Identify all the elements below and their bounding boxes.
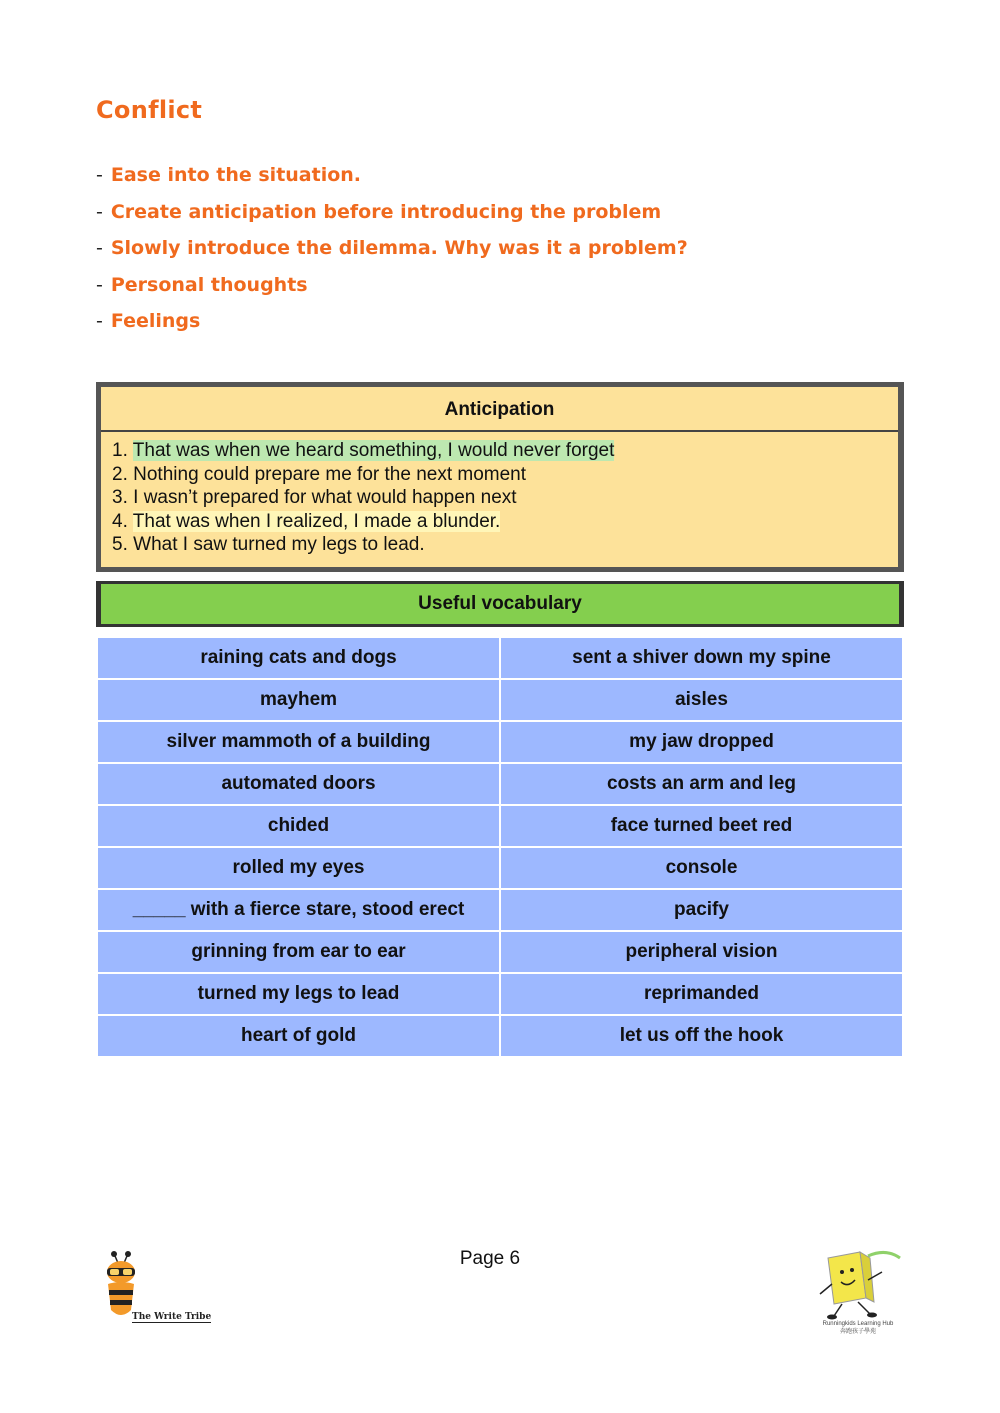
guideline-list (96, 164, 688, 347)
table-row (97, 763, 903, 805)
guideline-item: - Slowly introduce the dilemma. Why was it a problem? (96, 237, 688, 259)
anticipation-heading: Anticipation (101, 387, 898, 432)
running-book-icon (808, 1244, 908, 1322)
page-number: Page 6 (459, 1248, 521, 1269)
vocab-cell: my jaw dropped (500, 721, 903, 763)
vocab-cell: sent a shiver down my spine (500, 637, 903, 679)
anticipation-item: 4. That was when I realized, I made a blunder. (112, 510, 501, 532)
write-tribe-logo (98, 1248, 212, 1328)
vocab-cell: grinning from ear to ear (97, 931, 500, 973)
vocabulary-table (96, 636, 904, 1058)
table-row (97, 721, 903, 763)
right-logo-text: Runningkids Learning Hub (822, 1321, 894, 1327)
vocab-cell: chided (97, 805, 500, 847)
bee-icon (98, 1248, 144, 1322)
table-row (97, 931, 903, 973)
anticipation-item: 2. Nothing could prepare me for the next moment (112, 463, 527, 485)
section-title: Conflict (96, 96, 203, 124)
vocabulary-heading: Useful vocabulary (96, 581, 904, 627)
vocab-cell: silver mammoth of a building (97, 721, 500, 763)
learning-hub-logo (808, 1244, 908, 1344)
vocab-cell: aisles (500, 679, 903, 721)
table-row (97, 805, 903, 847)
anticipation-item: 3. I wasn’t prepared for what would happen next (112, 487, 517, 508)
vocab-cell: peripheral vision (500, 931, 903, 973)
table-row (97, 847, 903, 889)
vocab-cell: mayhem (97, 679, 500, 721)
vocab-cell: face turned beet red (500, 805, 903, 847)
vocab-cell: costs an arm and leg (500, 763, 903, 805)
guideline-item: - Personal thoughts (96, 273, 308, 296)
vocab-cell: _____ with a fierce stare, stood erect (97, 889, 500, 931)
table-row (97, 889, 903, 931)
vocab-cell: console (500, 847, 903, 889)
table-row (97, 1015, 903, 1057)
vocab-cell: heart of gold (97, 1015, 500, 1057)
guideline-item: - Ease into the situation. (96, 164, 362, 186)
vocab-cell: reprimanded (500, 973, 903, 1015)
vocab-cell: automated doors (97, 763, 500, 805)
vocab-cell: raining cats and dogs (97, 637, 500, 679)
guideline-item: - Feelings (96, 310, 201, 332)
vocab-cell: pacify (500, 889, 903, 931)
anticipation-item: 1. That was when we heard something, I would never forget (112, 440, 615, 461)
anticipation-item: 5. What I saw turned my legs to lead. (112, 534, 425, 555)
left-logo-text: The Write Tribe (132, 1312, 212, 1322)
vocab-cell: rolled my eyes (97, 847, 500, 889)
table-row (97, 679, 903, 721)
vocab-cell: turned my legs to lead (97, 973, 500, 1015)
anticipation-list (101, 432, 898, 557)
anticipation-box (96, 382, 904, 572)
table-row (97, 973, 903, 1015)
guideline-item: - Create anticipation before introducing the problem (96, 200, 662, 223)
vocab-cell: let us off the hook (500, 1015, 903, 1057)
table-row (97, 637, 903, 679)
right-logo-subtext: 奔跑孩子學苑 (839, 1329, 876, 1335)
